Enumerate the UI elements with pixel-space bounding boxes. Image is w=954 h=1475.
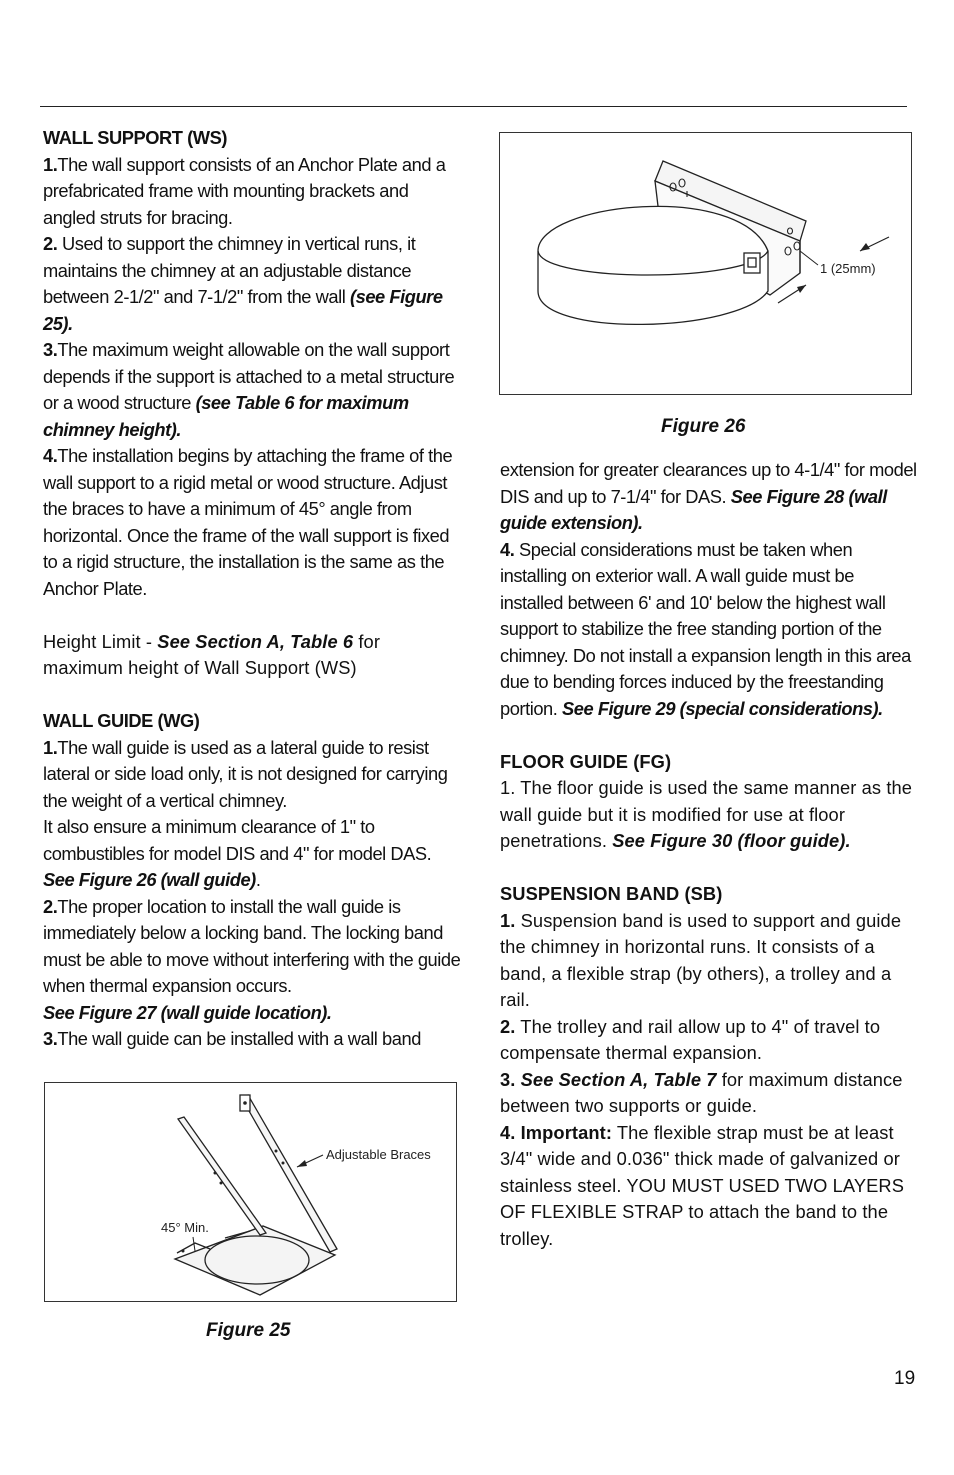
left-column — [43, 125, 461, 1053]
wall-support-drawing — [45, 1083, 456, 1301]
ws-item-3: 3.The maximum weight allowable on the wall support depends if the support is attached to a metal structure or a wood structure (see Table 6 for maximum chimney height). — [43, 339, 455, 440]
ws-item-4: 4.The installation begins by attaching the frame of the wall support to a rigid metal or wood structure. Adjust the braces to have a minimum of 45° angle from horizontal. Once the frame of the wall support is fixed to a rigid structure, the installation is the same as the Anchor Plate. — [43, 445, 453, 599]
sb-item-1: 1. Suspension band is used to support and guide the chimney in horizontal runs. It consists of a band, a flexible strap (by others), a trolley and a rail. — [500, 909, 902, 1010]
sb-item-4: 4. Important: The flexible strap must be at least 3/4" wide and 0.036" thick made of galvanized or stainless steel. YOU MUST USED TWO LAYERS OF FLEXIBLE STRAP to attach the band to the trolley. — [500, 1121, 905, 1249]
ws-item-2: 2. Used to support the chimney in vertical runs, it maintains the chimney at an adjustable distance between 2-1/2" and 7-1/2" from the wall (see Figure 25). — [43, 233, 443, 334]
sb-item-2: 2. The trolley and rail allow up to 4" of travel to compensate thermal expansion. — [500, 1015, 881, 1063]
page-number: 19 — [894, 1368, 916, 1389]
height-limit-note: Height Limit - See Section A, Table 6 for maximum height of Wall Support (WS) — [43, 630, 381, 678]
wg-item-4: 4. Special considerations must be taken when installing on exterior wall. A wall guide must be installed between 6' and 10' below the highest wall support to stabilize the free standing portion of the chimney. Do not install a expansion length in this area due to bending forces induced by the freestanding portion. See Figure 29 (special considerations). — [500, 538, 911, 719]
angle-label: 45° Min. — [161, 1220, 209, 1235]
wg-item-3: 3.The wall guide can be installed with a wall band — [43, 1028, 421, 1049]
wall-guide-heading: WALL GUIDE (WG) — [43, 710, 200, 731]
wg-item-1: 1.The wall guide is used as a lateral guide to resist lateral or side load only, it is not designed for carrying the weight of a vertical chimney. — [43, 736, 448, 811]
fg-item-1: 1. The floor guide is used the same manner as the wall guide but it is modified for use at floor penetrations. See Figure 30 (floor guide). — [500, 777, 913, 851]
braces-label: Adjustable Braces — [326, 1147, 431, 1162]
figure-25-caption: Figure 25 — [206, 1320, 291, 1341]
wall-guide-drawing — [500, 133, 911, 394]
figure-25-box — [44, 1082, 457, 1302]
header-rule — [40, 106, 907, 107]
clearance-label: 1 (25mm) — [820, 261, 876, 276]
sb-item-3: 3. See Section A, Table 7 for maximum distance between two supports or guide. — [500, 1068, 903, 1116]
ws-item-1: 1.The wall support consists of an Anchor Plate and a prefabricated frame with mounting brackets and angled struts for bracing. — [43, 153, 446, 228]
suspension-band-heading: SUSPENSION BAND (SB) — [500, 883, 723, 904]
figure-26-box — [499, 132, 912, 395]
figure-26-caption: Figure 26 — [661, 416, 746, 437]
wg-item-1b: It also ensure a minimum clearance of 1" to combustibles for model DIS and 4" for model DAS. See Figure 26 (wall guide). — [43, 816, 432, 890]
wg-item-2: 2.The proper location to install the wall guide is immediately below a locking band. The locking band must be able to move without interfering with the guide when thermal expansion occurs. See Figure 27 (wall guide location). — [43, 895, 461, 1023]
floor-guide-heading: FLOOR GUIDE (FG) — [500, 750, 672, 772]
wall-support-heading: WALL SUPPORT (WS) — [43, 127, 227, 148]
right-column — [500, 457, 918, 1252]
wg-continuation: extension for greater clearances up to 4-1/4" for model DIS and up to 7-1/4" for DAS. See Figure 28 (wall guide extension). — [500, 459, 917, 533]
